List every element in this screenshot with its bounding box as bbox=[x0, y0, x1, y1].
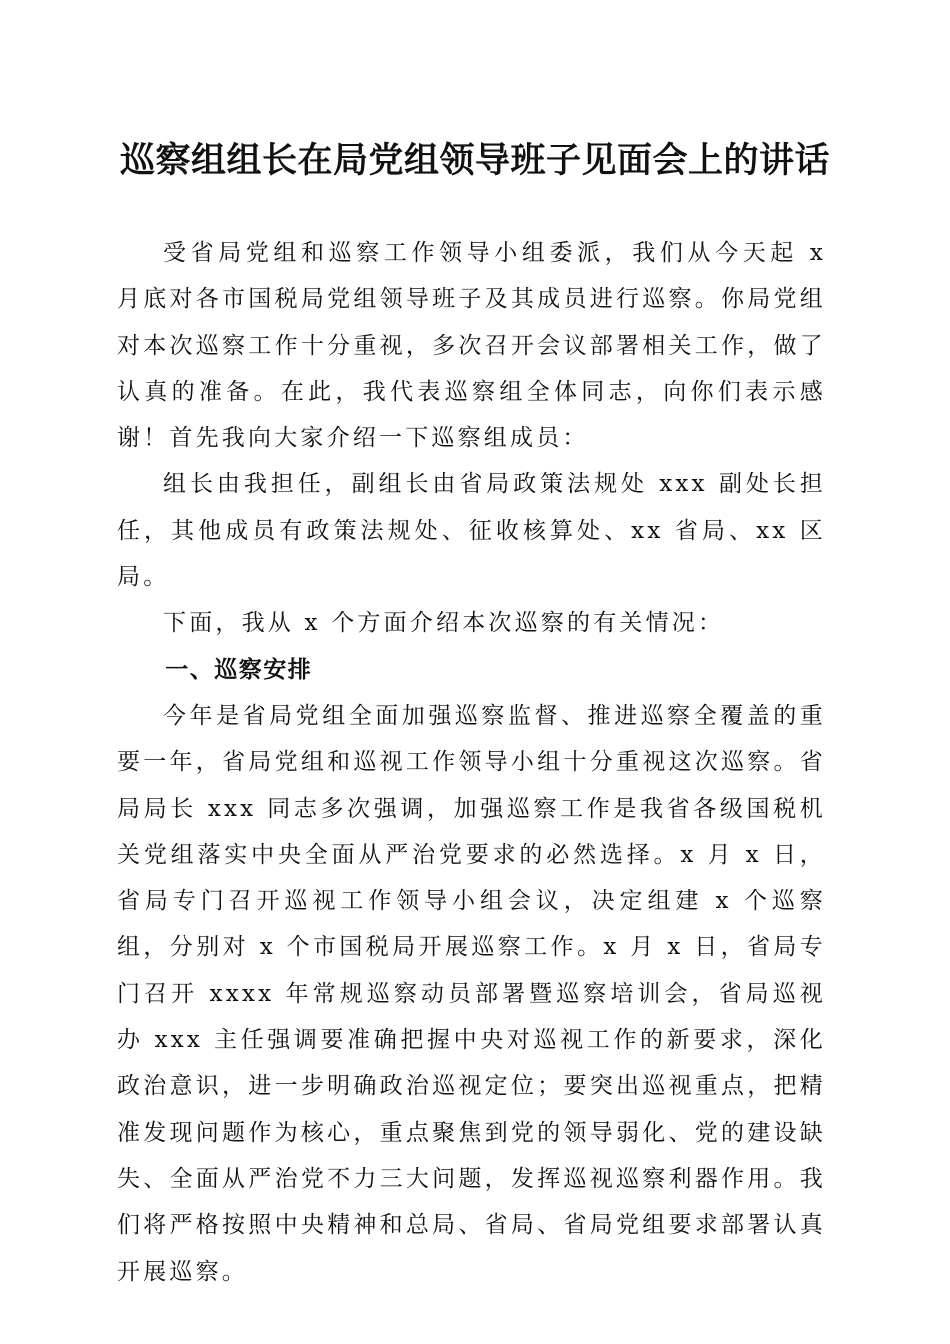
members-paragraph: 组长由我担任，副组长由省局政策法规处 xxx 副处长担任，其他成员有政策法规处、征收核算处、xx 省局、xx 区局。 bbox=[117, 471, 826, 591]
section-paragraph: 今年是省局党组全面加强巡察监督、推进巡察全覆盖的重要一年，省局党组和巡视工作领导小组十分重视这次巡察。省局局长 xxx 同志多次强调，加强巡察工作是我省各级国税机关党组落实中央全面从严治党要求的必然选择。x 月 x 日，省局专门召开巡视工作领导小组会议，决定组建 x 个巡察组，分别对 x 个市国税局开展巡察工作。x 月 x 日，省局专门召开 xxxx 年常规巡察动员部署暨巡察培训会，省局巡视办 xxx 主任强调要准确把握中央对巡视工作的新要求，深化政治意识，进一步明确政治巡视定位；要突出巡视重点，把精准发现问题作为核心，重点聚焦到党的领导弱化、党的建设缺失、全面从严治党不力三大问题，发挥巡视巡察利器作用。我们将严格按照中央精神和总局、省局、省局党组要求部署认真开展巡察。 bbox=[117, 702, 826, 1285]
document-body bbox=[117, 230, 826, 1295]
intro-paragraph: 受省局党组和巡察工作领导小组委派，我们从今天起 x 月底对各市国税局党组领导班子及其成员进行巡察。你局党组对本次巡察工作十分重视，多次召开会议部署相关工作，做了认真的准备。在此，我代表巡察组全体同志，向你们表示感谢！首先我向大家介绍一下巡察组成员： bbox=[117, 240, 826, 452]
section-heading: 一、巡察安排 bbox=[165, 656, 313, 683]
overview-paragraph: 下面，我从 x 个方面介绍本次巡察的有关情况： bbox=[163, 610, 725, 637]
document-title: 巡察组组长在局党组领导班子见面会上的讲话 bbox=[119, 140, 830, 181]
